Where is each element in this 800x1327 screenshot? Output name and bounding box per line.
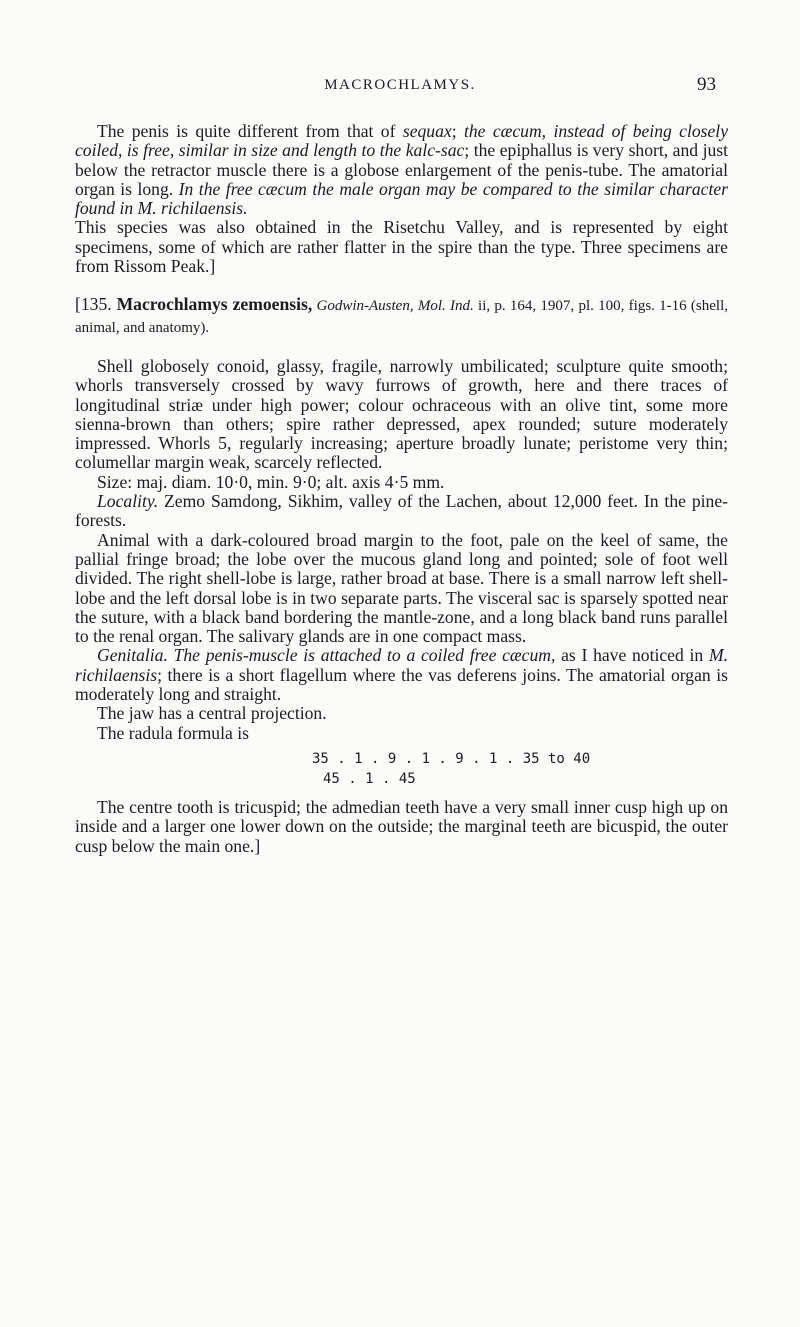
citation-reference: ii, p. 164, 1907, pl. 100, figs. 1-16 (shell, animal, and anatomy). — [75, 298, 729, 336]
italic-run: In the free cæcum the male organ may be compared to the similar character found in M. richilaensis. — [75, 178, 728, 219]
italic-run: the cæcum, instead of being closely coiled, is free, similar in size and length to the kalc-sac — [75, 121, 728, 161]
teeth-description: The centre tooth is tricuspid; the admedian teeth have a very small inner cusp high up on inside and a larger one lower down on the outside; the marginal teeth are bicuspid, the outer cusp below the main one.] — [75, 796, 728, 856]
radula-intro: The radula formula is — [97, 722, 249, 743]
text-run: The penis is quite different from that of — [97, 121, 403, 141]
species-name: Macrochlamys zemoensis, — [116, 294, 313, 315]
paragraph-distribution: This species was also obtained in the Risetchu Valley, and is represented by eight specimens, some of which are rather flatter in the spire than the type. Three specimens are from Rissom Peak.] — [75, 217, 728, 277]
radula-formula — [75, 749, 728, 789]
genitalia-italic: The penis-muscle is attached to a coiled free cæcum, — [167, 645, 556, 666]
species-ref-sequax: sequax — [402, 121, 452, 141]
species-number: [135. — [75, 294, 117, 315]
shell-description: Shell globosely conoid, glassy, fragile, narrowly umbilicated; sculpture quite smooth; whorls transversely crossed by wavy furrows of growth, here and there traces of longitudinal striæ under high power; colour ochraceous with an olive tint, some more sienna-brown than others; spire rather depressed, apex rounded; suture moderately impressed. Whorls 5, regularly increasing; aperture broadly lunate; peristome very thin; columellar margin weak, scarcely reflected. — [75, 355, 728, 473]
genitalia-description — [75, 646, 728, 704]
species-heading — [75, 295, 728, 338]
jaw-description: The jaw has a central projection. — [97, 703, 327, 724]
locality-label: Locality. — [97, 491, 159, 512]
animal-description: Animal with a dark-coloured broad margin to the foot, pale on the keel of same, the pallial fringe broad; the lobe over the mucous gland long and pointed; sole of foot well divided. The right shell-lobe is large, rather broad at base. There is a small narrow left shell-lobe and the left dorsal lobe is in two separate parts. The visceral sac is sparsely spotted near the suture, with a black band bordering the mantle-zone, and a long black band runs parallel to the renal organ. The salivary glands are in one compact mass. — [75, 529, 728, 647]
species-ref-richilaensis: M. richilaensis — [75, 645, 728, 685]
locality-text: Zemo Samdong, Sikhim, valley of the Lachen, about 12,000 feet. In the pine-forests. — [75, 491, 728, 531]
body-text — [75, 122, 728, 856]
radula-formula-line-2: 45 . 1 . 45 — [323, 770, 416, 787]
radula-formula-line-1: 35 . 1 . 9 . 1 . 9 . 1 . 35 to 40 — [312, 750, 591, 767]
paragraph-penis-comparison — [75, 122, 728, 218]
citation-author: Godwin-Austen, Mol. Ind. — [312, 298, 474, 315]
shell-size: Size: maj. diam. 10·0, min. 9·0; alt. axis 4·5 mm. — [97, 471, 445, 492]
text-run: as I have noticed in — [555, 645, 709, 666]
text-run: ; — [451, 121, 464, 141]
running-title: MACROCHLAMYS. — [324, 77, 476, 93]
text-run: ; the epiphallus is very short, and just below the retractor muscle there is a globose enlargement of the penis-tube. The amatorial organ is long. — [75, 140, 728, 199]
page-header — [0, 74, 800, 103]
locality — [75, 492, 728, 531]
genitalia-label: Genitalia. — [97, 645, 168, 666]
page-number: 93 — [697, 74, 716, 95]
text-run: ; there is a short flagellum where the vas deferens joins. The amatorial organ is moderately long and straight. — [75, 664, 728, 705]
